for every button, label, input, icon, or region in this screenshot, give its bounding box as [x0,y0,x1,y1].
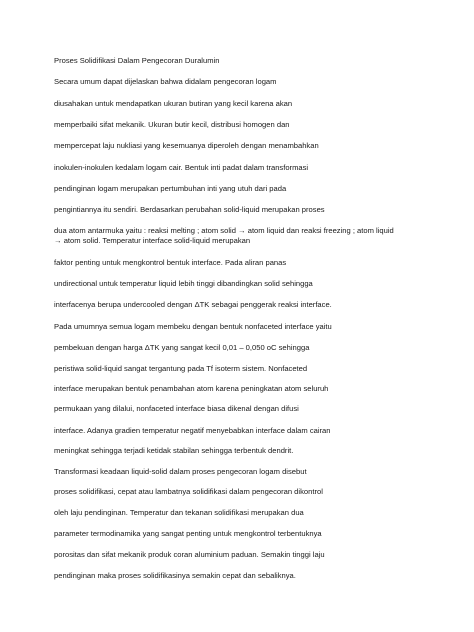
paragraph-line: → atom solid. Temperatur interface solid-liquid merupakan [54,236,251,245]
paragraph-line: parameter termodinamika yang sangat penting untuk mengkontrol terbentuknya [54,529,322,538]
paragraph-line: meningkat sehingga terjadi ketidak stabilan sehingga terbentuk dendrit. [54,446,294,455]
paragraph-line: porositas dan sifat mekanik produk coran aluminium paduan. Semakin tinggi laju [54,550,325,559]
paragraph-line: faktor penting untuk mengkontrol bentuk interface. Pada aliran panas [54,258,287,267]
paragraph-line: dua atom antarmuka yaitu : reaksi melting ; atom solid → atom liquid dan reaksi freezing ; atom liquid [54,226,394,235]
paragraph-line: interfacenya berupa undercooled dengan ΔTK sebagai penggerak reaksi interface. [54,300,332,309]
paragraph-line: mempercepat laju nukliasi yang kesemuanya diperoleh dengan menambahkan [54,141,319,150]
paragraph-line: oleh laju pendinginan. Temperatur dan tekanan solidifikasi merupakan dua [54,508,304,517]
paragraph-line: interface merupakan bentuk penambahan atom karena peningkatan atom seluruh [54,384,329,393]
paragraph-line: inokulen-inokulen kedalam logam cair. Bentuk inti padat dalam transformasi [54,163,309,172]
paragraph-line: pendinginan maka proses solidifikasinya semakin cepat dan sebaliknya. [54,571,296,580]
paragraph-line: Transformasi keadaan liquid-solid dalam proses pengecoran logam disebut [54,467,307,476]
paragraph-line: Pada umumnya semua logam membeku dengan bentuk nonfaceted interface yaitu [54,322,332,331]
paragraph-line: memperbaiki sifat mekanik. Ukuran butir kecil, distribusi homogen dan [54,120,290,129]
paragraph-line: pengintiannya itu sendiri. Berdasarkan perubahan solid-liquid merupakan proses [54,205,325,214]
paragraph-line: proses solidifikasi, cepat atau lambatnya solidifikasi dalam pengecoran dikontrol [54,487,323,496]
paragraph-line: undirectional untuk temperatur liquid lebih tinggi dibandingkan solid sehingga [54,279,313,288]
paragraph-line: Secara umum dapat dijelaskan bahwa didalam pengecoran logam [54,77,277,86]
paragraph-line: pendinginan logam merupakan pertumbuhan inti yang utuh dari pada [54,184,287,193]
paragraph-line: pembekuan dengan harga ΔTK yang sangat kecil 0,01 – 0,050 oC sehingga [54,343,310,352]
document-title: Proses Solidifikasi Dalam Pengecoran Duralumin [54,56,220,65]
paragraph-line: permukaan yang dilalui, nonfaceted interface biasa dikenal dengan difusi [54,404,299,413]
paragraph-line: diusahakan untuk mendapatkan ukuran butiran yang kecil karena akan [54,99,293,108]
paragraph-line: interface. Adanya gradien temperatur negatif menyebabkan interface dalam cairan [54,426,331,435]
paragraph-line: peristiwa solid-liquid sangat tergantung pada Tf isoterm sistem. Nonfaceted [54,364,308,373]
